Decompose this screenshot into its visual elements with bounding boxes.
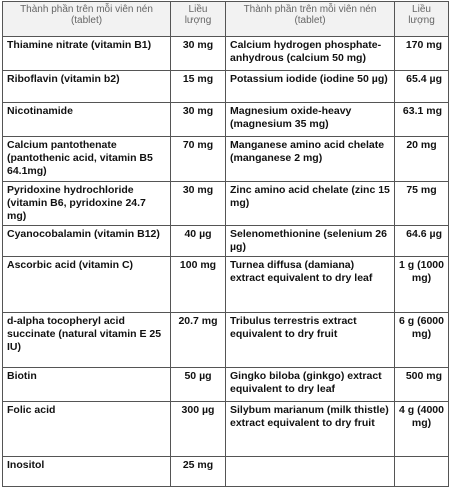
left-ingredient-cell: Calcium pantothenate (pantothenic acid, vitamin B5 64.1mg): [3, 137, 171, 182]
right-dose-cell: 75 mg: [395, 182, 449, 226]
right-ingredient-cell: Gingko biloba (ginkgo) extract equivalent to dry leaf: [226, 368, 395, 402]
right-ingredient-cell: Magnesium oxide-heavy (magnesium 35 mg): [226, 103, 395, 137]
right-dose-cell: 65.4 µg: [395, 71, 449, 103]
header-dose-right: Liều lượng: [395, 2, 449, 37]
right-ingredient-cell: Zinc amino acid chelate (zinc 15 mg): [226, 182, 395, 226]
left-dose-cell: 40 µg: [171, 226, 226, 257]
right-dose-cell: 170 mg: [395, 37, 449, 71]
table-row: [3, 313, 449, 368]
left-ingredient-cell: Biotin: [3, 368, 171, 402]
left-ingredient-cell: Nicotinamide: [3, 103, 171, 137]
left-dose-cell: 30 mg: [171, 182, 226, 226]
left-ingredient-cell: Ascorbic acid (vitamin C): [3, 257, 171, 313]
left-ingredient-cell: Riboflavin (vitamin b2): [3, 71, 171, 103]
table-row: [3, 103, 449, 137]
right-ingredient-cell: Selenomethionine (selenium 26 µg): [226, 226, 395, 257]
header-dose-left: Liều lượng: [171, 2, 226, 37]
right-dose-cell: 64.6 µg: [395, 226, 449, 257]
left-dose-cell: 300 µg: [171, 402, 226, 457]
table-row: [3, 457, 449, 487]
table-row: [3, 226, 449, 257]
right-ingredient-cell: Potassium iodide (iodine 50 µg): [226, 71, 395, 103]
table-row: [3, 71, 449, 103]
table-header-row: [3, 2, 449, 37]
right-dose-cell: 4 g (4000 mg): [395, 402, 449, 457]
left-dose-cell: 30 mg: [171, 37, 226, 71]
right-ingredient-cell: Manganese amino acid chelate (manganese 2 mg): [226, 137, 395, 182]
right-ingredient-cell: [226, 457, 395, 487]
left-ingredient-cell: Folic acid: [3, 402, 171, 457]
right-ingredient-cell: Silybum marianum (milk thistle) extract equivalent to dry fruit: [226, 402, 395, 457]
table-row: [3, 182, 449, 226]
right-ingredient-cell: Turnea diffusa (damiana) extract equivalent to dry leaf: [226, 257, 395, 313]
right-dose-cell: 6 g (6000 mg): [395, 313, 449, 368]
left-ingredient-cell: Cyanocobalamin (vitamin B12): [3, 226, 171, 257]
left-dose-cell: 100 mg: [171, 257, 226, 313]
right-ingredient-cell: Tribulus terrestris extract equivalent to dry fruit: [226, 313, 395, 368]
right-ingredient-cell: Calcium hydrogen phosphate-anhydrous (calcium 50 mg): [226, 37, 395, 71]
left-dose-cell: 15 mg: [171, 71, 226, 103]
left-ingredient-cell: Pyridoxine hydrochloride (vitamin B6, pyridoxine 24.7 mg): [3, 182, 171, 226]
left-dose-cell: 20.7 mg: [171, 313, 226, 368]
header-ingredient-left: Thành phần trên mỗi viên nén (tablet): [3, 2, 171, 37]
table-row: [3, 137, 449, 182]
right-dose-cell: 20 mg: [395, 137, 449, 182]
table-row: [3, 257, 449, 313]
ingredients-table: [2, 1, 449, 487]
left-ingredient-cell: d-alpha tocopheryl acid succinate (natural vitamin E 25 IU): [3, 313, 171, 368]
left-dose-cell: 30 mg: [171, 103, 226, 137]
header-ingredient-right: Thành phần trên mỗi viên nén (tablet): [226, 2, 395, 37]
right-dose-cell: 500 mg: [395, 368, 449, 402]
right-dose-cell: 63.1 mg: [395, 103, 449, 137]
left-dose-cell: 70 mg: [171, 137, 226, 182]
table-row: [3, 402, 449, 457]
left-dose-cell: 50 µg: [171, 368, 226, 402]
right-dose-cell: [395, 457, 449, 487]
right-dose-cell: 1 g (1000 mg): [395, 257, 449, 313]
left-dose-cell: 25 mg: [171, 457, 226, 487]
left-ingredient-cell: Thiamine nitrate (vitamin B1): [3, 37, 171, 71]
table-row: [3, 37, 449, 71]
left-ingredient-cell: Inositol: [3, 457, 171, 487]
table-row: [3, 368, 449, 402]
